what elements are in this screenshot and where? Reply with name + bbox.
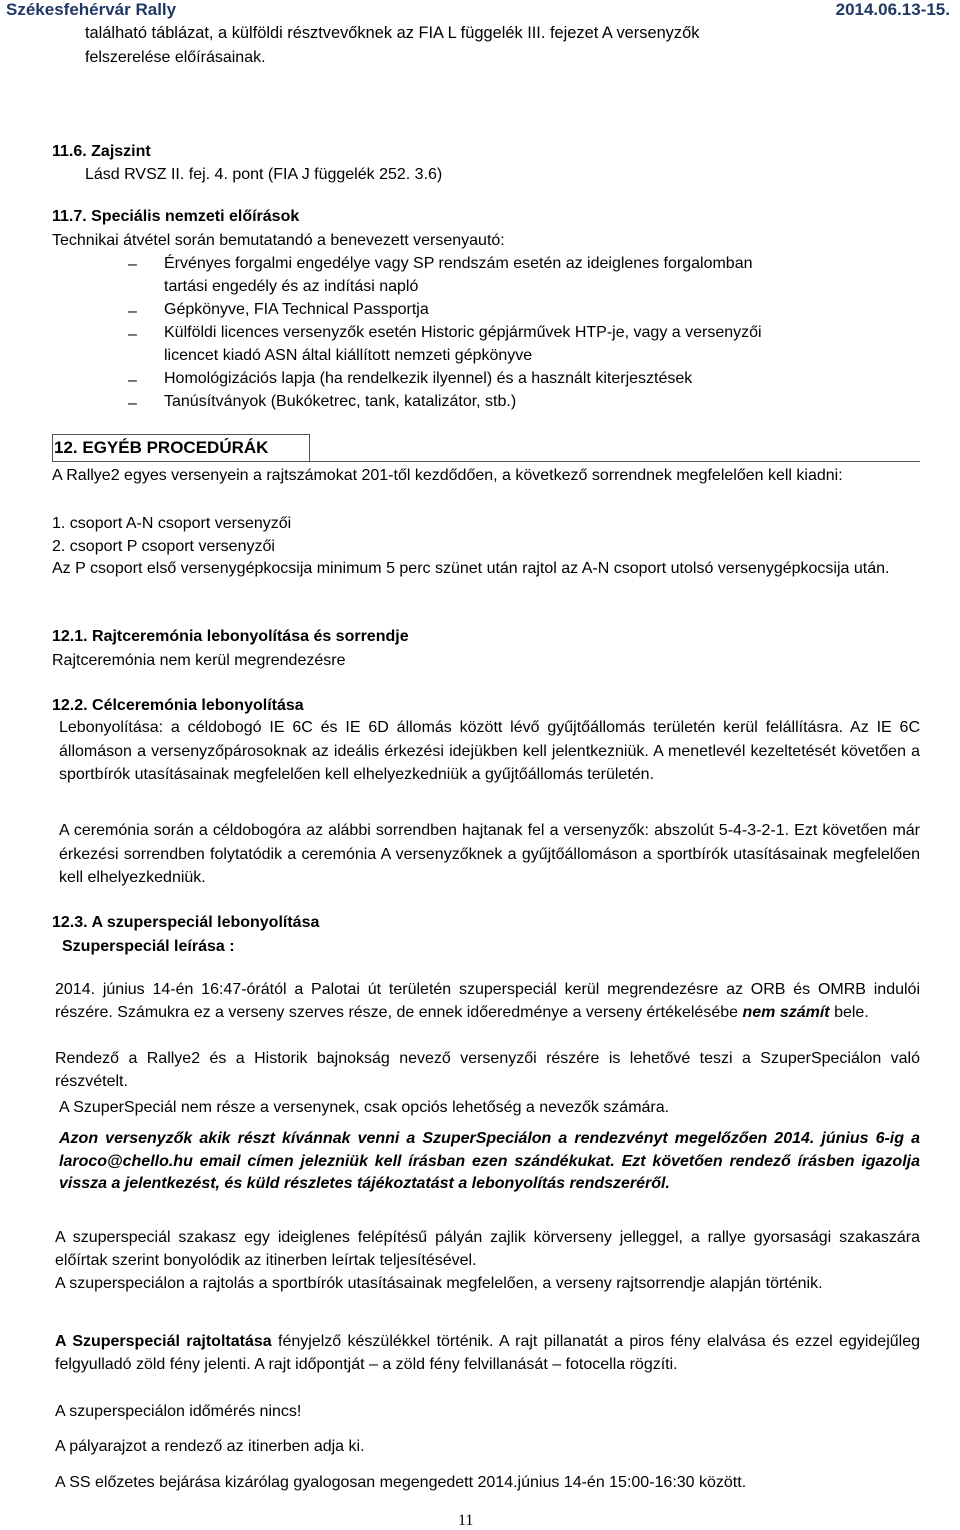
- bullet-dash: –: [128, 256, 137, 273]
- para-12-1: A Rallye2 egyes versenyein a rajtszámokat 201-től kezdődően, a következő sorrendnek megfelelően kell kiadni:: [52, 467, 843, 484]
- bullet-4: Homológizációs lapja (ha rendelkezik ilyennel) és a használt kiterjesztések: [164, 370, 693, 387]
- para-ss-6-text: fényjelző készülékkel történik. A rajt pillanatát a piros fény elalvása és ezzel egyidejűleg felgyulladó zöld fény jelenti. A rajt időpontját – a zöld fény felvillanását – fotocella rögzíti.: [55, 1333, 920, 1373]
- group-1: 1. csoport A-N csoport versenyzői: [52, 515, 292, 532]
- para-ss-9: A SS előzetes bejárása kizárólag gyalogosan megengedett 2014.június 14-én 15:00-16:30 között.: [55, 1474, 747, 1491]
- heading-12-3: 12.3. A szuperspeciál lebonyolítása: [52, 914, 320, 931]
- text-12-1: Rajtceremónia nem kerül megrendezésre: [52, 652, 346, 669]
- header-title: Székesfehérvár Rally: [6, 0, 177, 19]
- para-ss-5: A szuperspeciálon a rajtolás a sportbírók utasításainak megfelelően, a verseny rajtsorrendje alapján történik.: [55, 1275, 823, 1292]
- bullet-dash: –: [128, 303, 137, 320]
- para-ss-1-emphasis: nem számít: [742, 1003, 830, 1021]
- heading-12-1: 12.1. Rajtceremónia lebonyolítása és sorrendje: [52, 628, 409, 645]
- bullet-2: Gépkönyve, FIA Technical Passportja: [164, 301, 429, 318]
- text-11-6: Lásd RVSZ II. fej. 4. pont (FIA J függelék 252. 3.6): [85, 166, 443, 183]
- para-ss-7: A szuperspeciálon időmérés nincs!: [55, 1403, 302, 1420]
- intro-line-2: felszerelése előírásainak.: [85, 49, 266, 66]
- intro-11-7: Technikai átvétel során bemutatandó a benevezett versenyautó:: [52, 232, 505, 249]
- header-date: 2014.06.13-15.: [835, 0, 950, 19]
- para-ss-3: A SzuperSpeciál nem része a versenynek, csak opciós lehetőség a nevezők számára.: [59, 1099, 670, 1116]
- intro-line-1: található táblázat, a külföldi résztvevőknek az FIA L függelék III. fejezet A versenyzők: [85, 24, 700, 42]
- registration-notice: Azon versenyzők akik részt kívánnak venni a SzuperSpeciálon a rendezvényt megelőzően 2014. június 6-ig a laroco@chello.hu email címen jelezniük kell írásban ezen szándékukat. Ezt követően rendező írásben igazolja vissza a jelentkezést, és küld részletes tájékoztatást a lebonyolítás rendszeréről.: [59, 1130, 920, 1192]
- para-ss-6: [55, 1331, 920, 1376]
- bullet-1-line-1: Érvényes forgalmi engedélye vagy SP rendszám esetén az ideiglenes forgalomban: [164, 255, 753, 272]
- para-ss-8: A pályarajzot a rendező az itinerben adja ki.: [55, 1438, 365, 1455]
- para-12-2: Az P csoport első versenygépkocsija minimum 5 perc szünet után rajtol az A-N csoport utolsó versenygépkocsija után.: [52, 560, 890, 577]
- bullet-3-line-2: licencet kiadó ASN által kiállított nemzeti gépkönyve: [164, 347, 533, 364]
- para-ss-1: [55, 979, 920, 1024]
- para-ss-6-bold: A Szuperspeciál rajtoltatása: [55, 1333, 272, 1350]
- bullet-3-line-1: Külföldi licences versenyzők esetén Historic gépjárművek HTP-je, vagy a versenyzői: [164, 324, 762, 341]
- bullet-dash: –: [128, 326, 137, 343]
- section-rule: [52, 461, 920, 462]
- bullet-dash: –: [128, 395, 137, 412]
- subheading-12-3: Szuperspeciál leírása :: [62, 938, 235, 955]
- heading-12-2: 12.2. Célceremónia lebonyolítása: [52, 697, 304, 714]
- group-2: 2. csoport P csoport versenyzői: [52, 538, 275, 555]
- para-ss-4: A szuperspeciál szakasz egy ideiglenes felépítésű pályán zajlik körverseny jelleggel, a rallye gyorsasági szakaszára előírtak szerint bonyolódik az itinerben leírtak teljesítésével.: [55, 1229, 920, 1269]
- para-12-2-a: Lebonyolítása: a céldobogó IE 6C és IE 6D állomás között lévő gyűjtőállomás területén kerül felállításra. Az IE 6C állomáson a versenyzőpárosoknak az ideális érkezési idejükben kell jelentkezniük. A menetlevél kezeltetését követően a sportbírók utasításainak megfelelően kell elhelyezkedniük a gyűjtőállomás területén.: [59, 719, 920, 783]
- bullet-dash: –: [128, 372, 137, 389]
- page-number: 11: [458, 1512, 474, 1529]
- heading-12: 12. EGYÉB PROCEDÚRÁK: [52, 434, 310, 462]
- heading-11-6: 11.6. Zajszint: [52, 143, 151, 160]
- bullet-1-line-2: tartási engedély és az indítási napló: [164, 278, 419, 295]
- para-ss-1-end: bele.: [834, 1003, 869, 1021]
- bullet-5: Tanúsítványok (Bukóketrec, tank, katalizátor, stb.): [164, 393, 517, 410]
- para-12-2-b: A ceremónia során a céldobogóra az alábbi sorrendben hajtanak fel a versenyzők: abszolút 5-4-3-2-1. Ezt követően már érkezési sorrendben folytatódik a ceremónia A versenyzőknek a gyűjtőállomáson a sportbírók utasításainak megfelelően kell elhelyezkedniük.: [59, 822, 920, 886]
- para-ss-1-text: 2014. június 14-én 16:47-órától a Palotai út területén szuperspeciál kerül megrendezésre az ORB és OMRB indulói részére. Számukra ez a verseny szerves része, de ennek időeredménye a verseny értékelésébe: [55, 981, 920, 1021]
- heading-11-7: 11.7. Speciális nemzeti előírások: [52, 208, 300, 225]
- para-ss-2: Rendező a Rallye2 és a Historik bajnokság nevező versenyzői részére is lehetővé teszi a SzuperSpeciálon való részvételt.: [55, 1050, 920, 1090]
